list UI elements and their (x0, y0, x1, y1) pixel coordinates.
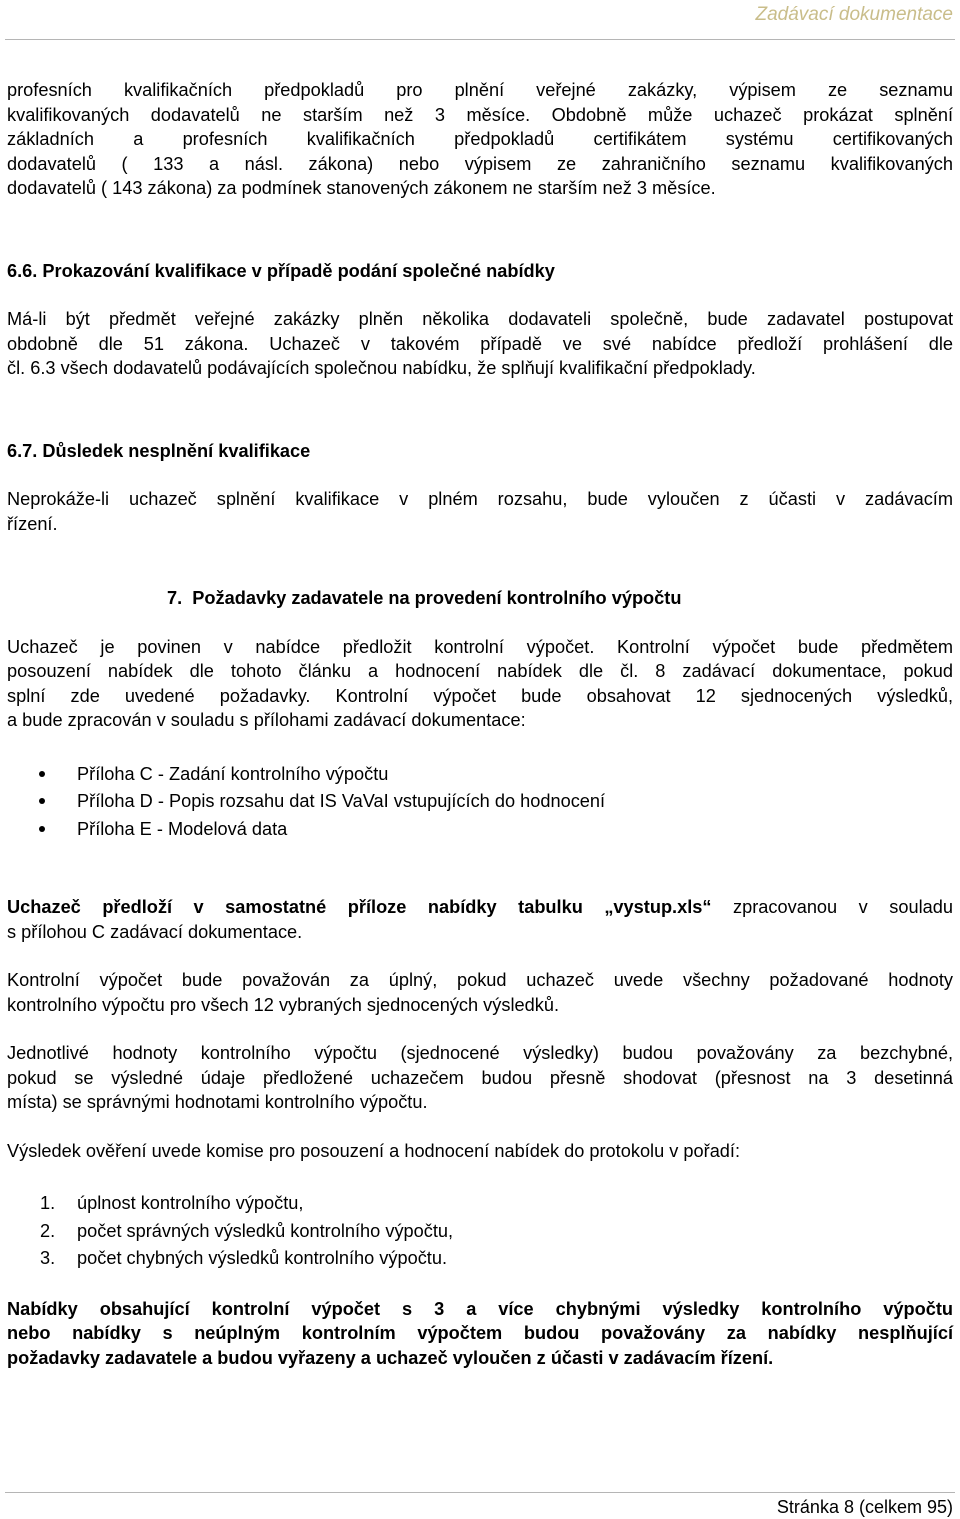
document-header-title: Zadávací dokumentace (755, 4, 953, 25)
list-item: 1. úplnost kontrolního výpočtu, (40, 1193, 304, 1213)
paragraph-line: čl. 6.3 všech dodavatelů podávajících společnou nabídku, že splňují kvalifikační předpoklady. (7, 358, 756, 378)
list-item: 3. počet chybných výsledků kontrolního výpočtu. (40, 1248, 448, 1268)
paragraph-line: Má-li být předmět veřejné zakázky plněn několika dodavateli společně, bude zadavatel postupovat (7, 309, 953, 329)
paragraph-line: řízení. (7, 513, 58, 534)
header-divider (5, 39, 955, 40)
paragraph-line: Jednotlivé hodnoty kontrolního výpočtu (sjednocené výsledky) budou považovány za bezchybné, (7, 1043, 953, 1063)
paragraph-line: Neprokáže-li uchazeč splnění kvalifikace v plném rozsahu, bude vyloučen z účasti v zadávacím (7, 489, 953, 509)
paragraph-line: Uchazeč je povinen v nabídce předložit kontrolní výpočet. Kontrolní výpočet bude předmětem (7, 636, 953, 657)
paragraph-line: kontrolního výpočtu pro všech 12 vybraných sjednocených výsledků. (7, 994, 559, 1015)
footer-divider (5, 1492, 955, 1493)
paragraph-line: s přílohou C zadávací dokumentace. (7, 921, 303, 942)
paragraph-line: Výsledek ověření uvede komise pro posouzení a hodnocení nabídek do protokolu v pořadí: (7, 1140, 741, 1161)
bullet-icon (39, 826, 45, 832)
paragraph-line: pokud se výsledné údaje předložené uchazečem budou přesně shodovat (přesnost na 3 desetinná (7, 1067, 953, 1088)
paragraph-line: profesních kvalifikačních předpokladů pro plnění veřejné zakázky, výpisem ze seznamu (7, 80, 953, 100)
paragraph-line: Uchazeč předloží v samostatné příloze nabídky tabulku „vystup.xls“ zpracovanou v souladu (7, 897, 953, 917)
section-title: Požadavky zadavatele na provedení kontrolního výpočtu (192, 588, 682, 608)
paragraph-line: dodavatelů ( 143 zákona) za podmínek stanovených zákonem ne starším než 3 měsíce. (7, 178, 716, 198)
paragraph-line: obdobně dle 51 zákona. Uchazeč v takovém případě ve své nabídce předloží prohlášení dle (7, 333, 953, 354)
section-heading-6-6: 6.6. Prokazování kvalifikace v případě podání společné nabídky (7, 260, 555, 281)
section-number: 7. (167, 588, 183, 608)
paragraph-line: Kontrolní výpočet bude považován za úplný, pokud uchazeč uvede všechny požadované hodnoty (7, 970, 953, 990)
bold-phrase: Uchazeč předloží v samostatné příloze nabídky tabulku „vystup.xls“ (7, 897, 712, 917)
attachment-list (7, 761, 953, 844)
list-item: 2. počet správných výsledků kontrolního výpočtu, (40, 1220, 454, 1241)
paragraph-line: požadavky zadavatele a budou vyřazeny a uchazeč vyloučen z účasti v zadávacím řízení. (7, 1347, 774, 1368)
page-content (7, 78, 953, 1370)
list-item: Příloha C - Zadání kontrolního výpočtu (7, 761, 953, 789)
paragraph-line: splní zde uvedené požadavky. Kontrolní výpočet bude obsahovat 12 sjednocených výsledků, (7, 685, 953, 706)
paragraph-line: Nabídky obsahující kontrolní výpočet s 3 a více chybnými výsledky kontrolního výpočtu (7, 1298, 953, 1319)
paragraph-line: nebo nabídky s neúplným kontrolním výpočtem budou považovány za nabídky nesplňující (7, 1323, 953, 1343)
order-list (7, 1190, 953, 1273)
paragraph-line: dodavatelů ( 133 a násl. zákona) nebo výpisem ze zahraničního seznamu kvalifikovaných (7, 153, 953, 174)
paragraph-line: základních a profesních kvalifikačních předpokladů certifikátem systému certifikovaných (7, 129, 953, 149)
bullet-icon (39, 798, 45, 804)
paragraph-line: a bude zpracován v souladu s přílohami zadávací dokumentace: (7, 710, 526, 730)
section-heading-6-7: 6.7. Důsledek nesplnění kvalifikace (7, 440, 311, 461)
list-item: Příloha E - Modelová data (7, 816, 953, 844)
list-item: Příloha D - Popis rozsahu dat IS VaVaI vstupujících do hodnocení (7, 788, 953, 816)
page-number: Stránka 8 (celkem 95) (776, 1497, 953, 1517)
paragraph-line: místa) se správnými hodnotami kontrolního výpočtu. (7, 1092, 428, 1112)
paragraph-line: posouzení nabídek dle tohoto článku a hodnocení nabídek dle čl. 8 zadávací dokumentace, pokud (7, 661, 953, 681)
paragraph-line: kvalifikovaných dodavatelů ne starším než 3 měsíce. Obdobně může uchazeč prokázat splnění (7, 104, 953, 125)
section-heading-7 (7, 586, 953, 611)
bullet-icon (39, 771, 45, 777)
